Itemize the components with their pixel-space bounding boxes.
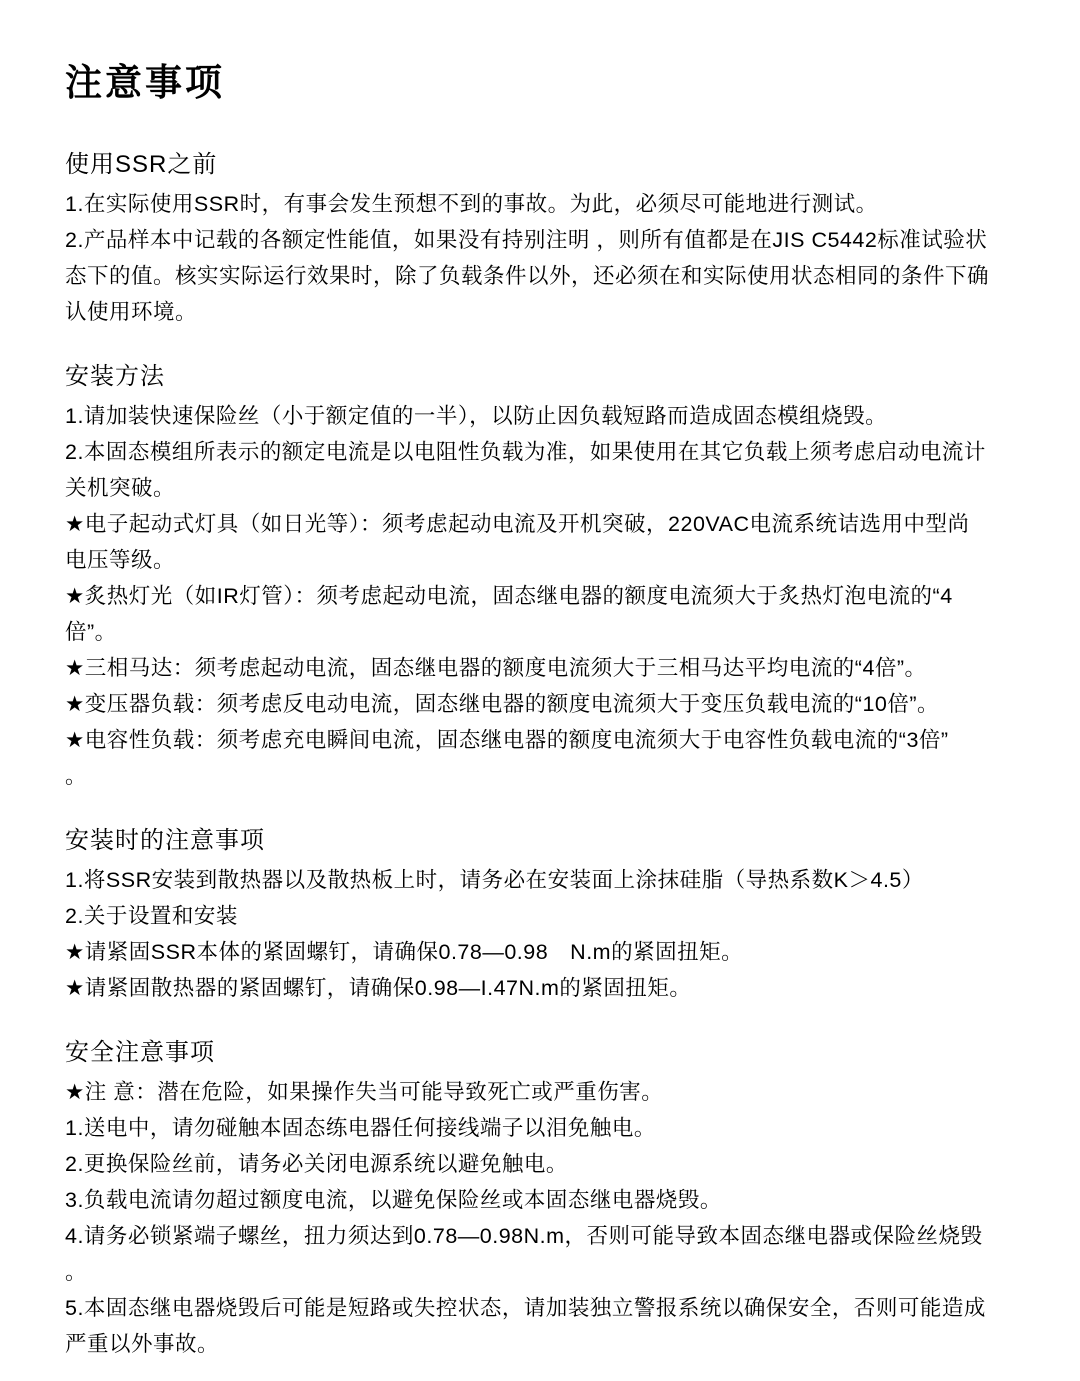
text-line: 2.产品样本中记载的各额定性能值，如果没有持别注明 ，则所有值都是在JIS C5442标准试验状 <box>65 228 988 252</box>
text-line: 1.送电中，请勿碰触本固态练电器任何接线端子以泪免触电。 <box>65 1116 656 1140</box>
text-line: ★电子起动式灯具（如日光等）：须考虑起动电流及开机突破，220VAC电流系统诘选用中型尚 <box>65 512 970 536</box>
text-line: 认使用环境。 <box>65 300 198 324</box>
text-line: 态下的值。核实实际运行效果时，除了负载条件以外，还必须在和实际使用状态相同的条件下确 <box>65 264 990 288</box>
text-line: ★请紧固SSR本体的紧固螺钉，请确保0.78—0.98 N.m的紧固扭矩。 <box>65 940 744 964</box>
text-line: ★注 意：潜在危险，如果操作失当可能导致死亡或严重伤害。 <box>65 1080 664 1104</box>
text-line: ★炙热灯光（如IR灯管）：须考虑起动电流，固态继电器的额度电流须大于炙热灯泡电流的“4 <box>65 584 953 608</box>
text-line: 1.将SSR安装到散热器以及散热板上时，请务必在安装面上涂抹硅脂（导热系数K＞4.5） <box>65 868 924 892</box>
sections-container <box>65 104 1030 1362</box>
text-line: ★三相马达：须考虑起动电流，固态继电器的额度电流须大于三相马达平均电流的“4倍”。 <box>65 656 927 680</box>
section-heading-installation-method: 安装方法 <box>65 363 165 390</box>
text-line: 关机突破。 <box>65 476 176 500</box>
text-line: 3.负载电流请勿超过额度电流，以避免保险丝或本固态继电器烧毁。 <box>65 1188 722 1212</box>
text-line: ★请紧固散热器的紧固螺钉，请确保0.98—I.47N.m的紧固扭矩。 <box>65 976 692 1000</box>
text-line: 1.请加装快速保险丝（小于额定值的一半），以防止因负载短路而造成固态模组烧毁。 <box>65 404 888 428</box>
text-line: 2.更换保险丝前，请务必关闭电源系统以避免触电。 <box>65 1152 568 1176</box>
text-line: 4.请务必锁紧端子螺丝，扭力须达到0.78—0.98N.m，否则可能导致本固态继电器或保险丝烧毁 <box>65 1224 983 1248</box>
page-title: 注意事项 <box>65 62 225 103</box>
text-line: 。 <box>65 764 88 788</box>
text-line: 。 <box>65 1260 88 1284</box>
text-line: 严重以外事故。 <box>65 1332 220 1356</box>
text-line: ★电容性负载：须考虑充电瞬间电流，固态继电器的额度电流须大于电容性负载电流的“3倍” <box>65 728 949 752</box>
section-heading-before-using-ssr: 使用SSR之前 <box>65 151 218 178</box>
text-line: 倍”。 <box>65 620 117 644</box>
text-line: 2.关于设置和安装 <box>65 904 238 928</box>
section-heading-safety-precautions: 安全注意事项 <box>65 1039 215 1066</box>
text-line: 5.本固态继电器烧毁后可能是短路或失控状态，请加装独立警报系统以确保安全，否则可能造成 <box>65 1296 986 1320</box>
text-line: 2.本固态模组所表示的额定电流是以电阻性负载为准，如果使用在其它负载上须考虑启动电流计 <box>65 440 986 464</box>
section-heading-installation-precautions: 安装时的注意事项 <box>65 827 265 854</box>
text-line: ★变压器负载：须考虑反电动电流，固态继电器的额度电流须大于变压负载电流的“10倍”。 <box>65 692 940 716</box>
text-line: 电压等级。 <box>65 548 176 572</box>
text-line: 1.在实际使用SSR时，有事会发生预想不到的事故。为此，必须尽可能地进行测试。 <box>65 192 878 216</box>
